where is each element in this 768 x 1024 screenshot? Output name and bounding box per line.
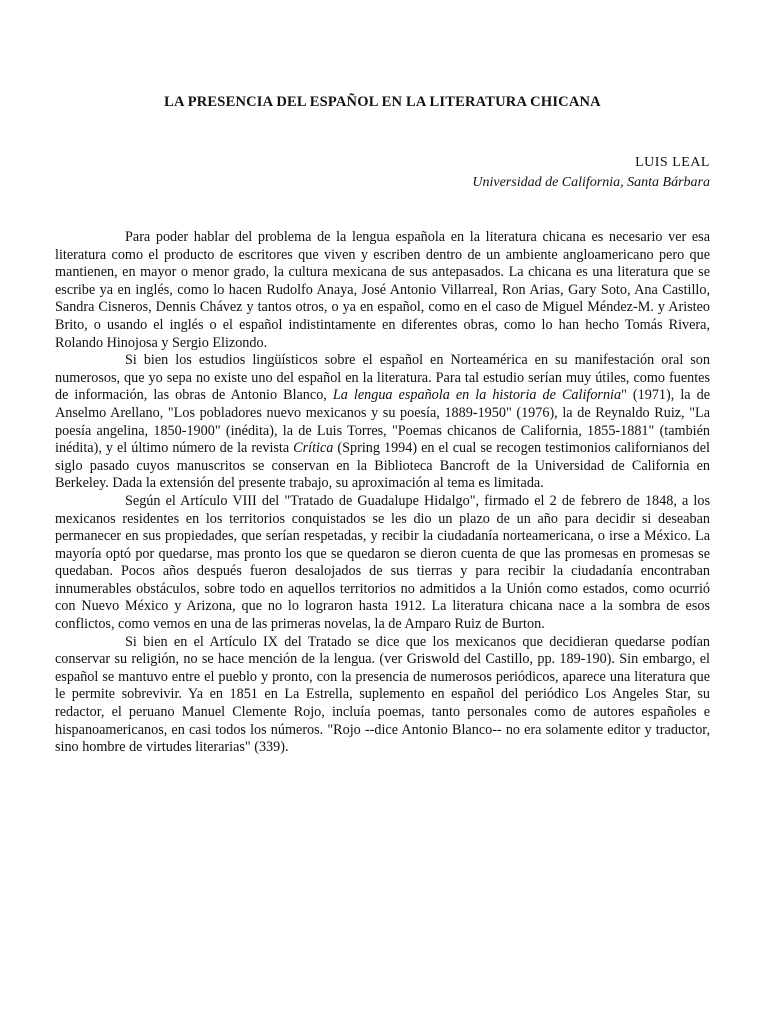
paragraph-2-text-b: " (1971), la de Anselmo Arellano, "Los pobladores nuevo mexicanos y su poesía, 1889-1950" (1976), la de Reynaldo Ruiz, "La poesía angelina, 1850-1900" (inédita), la de Luis Torres, "Poemas chicanos de California, 1855-1881" (también inédita), y el último número de la revista bbox=[55, 387, 711, 457]
journal-title-critica: Crítica bbox=[293, 440, 334, 457]
author-affiliation: Universidad de California, Santa Bárbara bbox=[472, 175, 710, 190]
paragraph-2 bbox=[55, 352, 710, 493]
paragraph-3 bbox=[55, 493, 710, 634]
paragraph-3-text: Según el Artículo VIII del "Tratado de Guadalupe Hidalgo", firmado el 2 de febrero de 1848, a los mexicanos residentes en los territorios conquistados se les dio un plazo de un año para decidir si deseaban permanecer en sus propiedades, que serían respetadas, y recibir la ciudadanía norteamericana, o irse a México. La mayoría optó por quedarse, mas pronto los que se quedaron se dieron cuenta de que las promesas en promesas se quedaban. Pocos años después fueron desalojados de sus tierras y para recibir la ciudadanía encontraban innumerables obstáculos, sobre todo en aquellos territorios no admitidos a la Unión como estados, como ocurrió con Nuevo México y Arizona, que no lo lograron hasta 1912. La literatura chicana nace a la sombra de esos conflictos, como vemos en una de las primeras novelas, la de Amparo Ruiz de Burton. bbox=[55, 492, 710, 633]
author-name: LUIS LEAL bbox=[635, 155, 710, 170]
paragraph-2-text-c: (Spring 1994) en el cual se recogen testimonios californianos del siglo pasado cuyos manuscritos se conservan en la Biblioteca Bancroft de la Universidad de California en Berkeley. Dada la extensión del presente trabajo, su aproximación al tema es limitada. bbox=[55, 440, 710, 492]
paper-title: LA PRESENCIA DEL ESPAÑOL EN LA LITERATURA CHICANA bbox=[164, 94, 601, 110]
paragraph-4-text: Si bien en el Artículo IX del Tratado se dice que los mexicanos que decidieran quedarse podían conservar su religión, no se hace mención de la lengua. (ver Griswold del Castillo, pp. 189-190). Sin embargo, el español se mantuvo entre el pueblo y pronto, con la presencia de numerosos periódicos, aparece una literatura que le permite sobrevivir. Ya en 1851 en La Estrella, suplemento en español del periódico Los Angeles Star, su redactor, el peruano Manuel Clemente Rojo, incluía poemas, tanto personales como de autores españoles e hispanoamericanos, en casi todos los números. "Rojo --dice Antonio Blanco-- no era solamente editor y traductor, sino hombre de virtudes literarias" (339). bbox=[55, 633, 710, 756]
book-title-la-lengua: La lengua española en la historia de California bbox=[332, 387, 622, 404]
paragraph-1 bbox=[55, 229, 710, 352]
author-block bbox=[472, 153, 710, 193]
body-text bbox=[55, 229, 710, 757]
document-page bbox=[55, 0, 710, 1024]
paragraph-1-text: Para poder hablar del problema de la lengua española en la literatura chicana es necesario ver esa literatura como el producto de escritores que viven y escriben dentro de un ambiente angloamericano pero que mantienen, en mayor o menor grado, la cultura mexicana de sus antepasados. La chicana es una literatura que se escribe ya en inglés, como lo hacen Rudolfo Anaya, José Antonio Villarreal, Ron Arias, Gary Soto, Ana Castillo, Sandra Cisneros, Dennis Chávez y tantos otros, o ya en español, como en el caso de Miguel Méndez-M. y Aristeo Brito, o usando el inglés o el español indistintamente en diferentes obras, como lo han hecho Tomás Rivera, Rolando Hinojosa y Sergio Elizondo. bbox=[55, 229, 710, 351]
paragraph-4 bbox=[55, 634, 710, 757]
paragraph-2-text-a: Si bien los estudios lingüísticos sobre el español en Norteamérica en su manifestación oral son numerosos, que yo sepa no existe uno del español en la literatura. Para tal estudio serían muy útiles, como fuentes de información, las obras de Antonio Blanco, bbox=[55, 352, 710, 404]
